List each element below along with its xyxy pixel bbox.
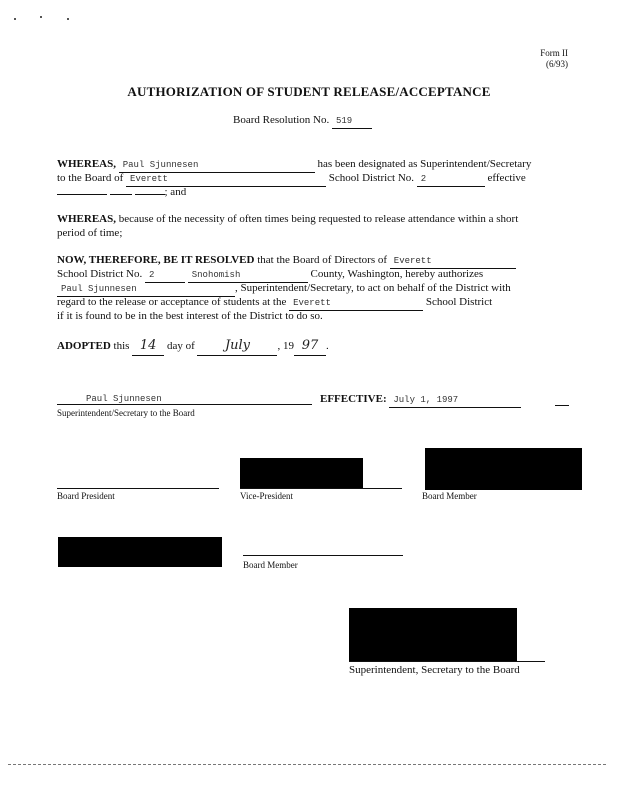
adopted-text4: . bbox=[325, 340, 329, 352]
whereas1-text4: effective bbox=[487, 172, 526, 184]
redacted-board-member-signature bbox=[58, 537, 222, 567]
district-number-field bbox=[417, 172, 485, 187]
adopted-text1: this bbox=[113, 340, 130, 352]
superintendent-signature-name: Paul Sjunnesen bbox=[86, 394, 162, 404]
effective-date-field-1 bbox=[57, 194, 107, 195]
board-member-1-caption: Board Member bbox=[422, 491, 477, 501]
therefore-line5: if it is found to be in the best interest of the District to do so. bbox=[57, 310, 323, 322]
resolution-line bbox=[233, 114, 372, 129]
therefore-text3: County, Washington, hereby authorizes bbox=[310, 268, 484, 280]
document-title: AUTHORIZATION OF STUDENT RELEASE/ACCEPTANCE bbox=[127, 84, 491, 99]
therefore-text2: School District No. bbox=[57, 268, 143, 280]
district-number: 2 bbox=[420, 174, 427, 184]
resolution-label: Board Resolution No. bbox=[233, 114, 330, 126]
therefore-line1 bbox=[57, 254, 516, 269]
authorized-person: Paul Sjunnesen bbox=[61, 284, 137, 294]
county-field bbox=[188, 268, 308, 283]
whereas2-text: because of the necessity of often times being requested to release attendance within a short bbox=[118, 213, 519, 225]
whereas1-line3 bbox=[57, 186, 186, 199]
superintendent-name: Paul Sjunnesen bbox=[122, 160, 199, 170]
scan-speck bbox=[14, 18, 16, 20]
directors-district: Everett bbox=[393, 256, 432, 266]
adopted-lead: ADOPTED bbox=[57, 340, 111, 352]
adopted-year-field bbox=[294, 337, 326, 356]
therefore-district-number: 2 bbox=[149, 270, 155, 280]
students-district: Everett bbox=[293, 298, 331, 308]
adopted-year: 97 bbox=[301, 338, 319, 353]
scan-speck bbox=[67, 18, 69, 20]
whereas1-line1 bbox=[57, 158, 531, 173]
board-member-2-signature-line bbox=[243, 555, 403, 556]
authorized-person-field bbox=[57, 282, 235, 297]
effective-date-field bbox=[389, 393, 521, 408]
whereas1-text3: School District No. bbox=[328, 172, 415, 184]
scan-speck bbox=[40, 16, 42, 18]
scan-footer-artifact bbox=[8, 764, 606, 765]
students-district-field bbox=[289, 296, 423, 311]
effective-trailing-line bbox=[555, 405, 569, 406]
vice-president-caption: Vice-President bbox=[240, 491, 293, 501]
adopted-line bbox=[57, 337, 329, 356]
board-district-field bbox=[126, 172, 326, 187]
adopted-day: 14 bbox=[139, 338, 157, 353]
redacted-vice-president-signature bbox=[240, 458, 363, 488]
redacted-superintendent-signature bbox=[349, 608, 517, 661]
effective-date-field-2 bbox=[110, 194, 132, 195]
whereas1-text5: ; and bbox=[164, 186, 187, 198]
directors-district-field bbox=[390, 254, 516, 269]
whereas1-text1: has been designated as Superintendent/Secretary bbox=[317, 158, 532, 170]
whereas2-line1 bbox=[57, 213, 518, 226]
effective-date: July 1, 1997 bbox=[393, 395, 459, 405]
therefore-line4 bbox=[57, 296, 492, 311]
board-president-signature-line bbox=[57, 488, 219, 489]
adopted-text3: , 19 bbox=[277, 340, 294, 352]
therefore-line3 bbox=[57, 282, 511, 297]
adopted-month: July bbox=[224, 338, 251, 353]
therefore-text4: , Superintendent/Secretary, to act on behalf of the District with bbox=[235, 282, 511, 294]
effective-date-field-3 bbox=[135, 194, 165, 195]
resolution-number-field bbox=[332, 114, 372, 129]
therefore-lead: NOW, THEREFORE, BE IT RESOLVED bbox=[57, 254, 255, 266]
whereas1-text2: to the Board of bbox=[57, 172, 124, 184]
whereas1-lead: WHEREAS, bbox=[57, 158, 116, 170]
whereas2-lead: WHEREAS, bbox=[57, 213, 116, 225]
superintendent-secretary-signature-line bbox=[349, 661, 545, 662]
redacted-board-member-1-signature bbox=[425, 448, 582, 490]
county-name: Snohomish bbox=[191, 270, 241, 280]
board-president-caption: Board President bbox=[57, 491, 115, 501]
therefore-text5: regard to the release or acceptance of students at the bbox=[57, 296, 287, 308]
superintendent-signature-line bbox=[57, 404, 312, 405]
adopted-day-field bbox=[132, 337, 164, 356]
resolution-number: 519 bbox=[336, 116, 353, 126]
adopted-text2: day of bbox=[166, 340, 195, 352]
superintendent-signature-caption: Superintendent/Secretary to the Board bbox=[57, 408, 195, 418]
superintendent-name-field bbox=[119, 158, 315, 173]
effective-block bbox=[320, 393, 521, 408]
therefore-text1: that the Board of Directors of bbox=[257, 254, 388, 266]
whereas2-line2: period of time; bbox=[57, 227, 123, 239]
form-revision: (6/93) bbox=[546, 59, 568, 69]
adopted-month-field bbox=[197, 337, 277, 356]
form-id: Form II bbox=[540, 48, 568, 58]
effective-label: EFFECTIVE: bbox=[320, 393, 387, 405]
therefore-line2 bbox=[57, 268, 483, 283]
therefore-district-number-field bbox=[145, 268, 185, 283]
board-member-2-caption: Board Member bbox=[243, 560, 298, 570]
therefore-text6: School District bbox=[425, 296, 493, 308]
whereas1-line2 bbox=[57, 172, 526, 187]
superintendent-secretary-caption: Superintendent, Secretary to the Board bbox=[349, 664, 520, 676]
board-district: Everett bbox=[130, 174, 168, 184]
vice-president-signature-line bbox=[240, 488, 402, 489]
